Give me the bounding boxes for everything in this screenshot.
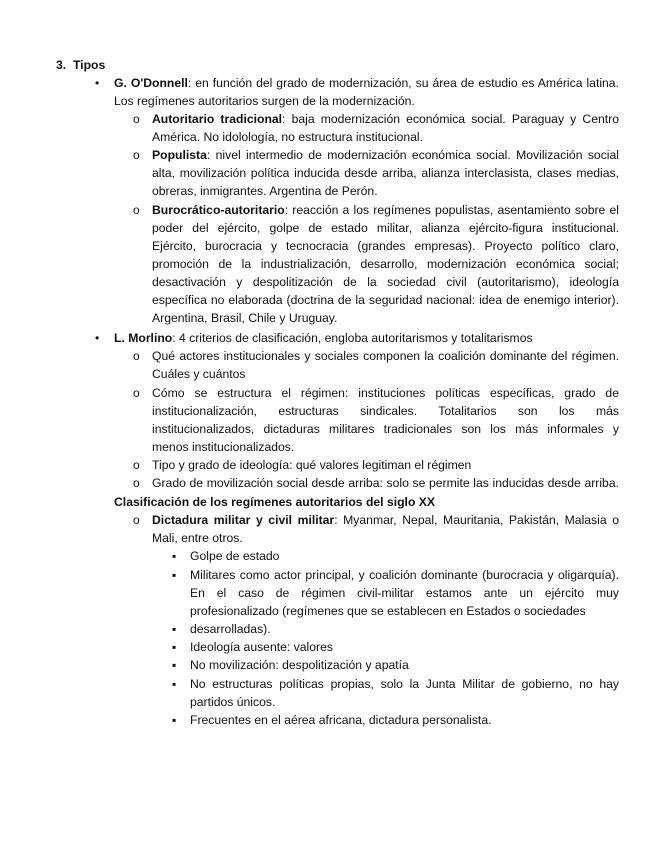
square-marker: ▪: [172, 677, 177, 691]
bullet-marker: •: [95, 76, 100, 90]
subitem-golpe: Golpe de estado: [190, 549, 280, 563]
type-populista-line2: alta, movilización política inducida desde arriba, alianza interclasista, clases medias,: [152, 166, 619, 180]
subitem-movilizacion: No movilización: despolitización y apatía: [190, 658, 409, 672]
subitem-estructuras-line2: partidos únicos.: [190, 695, 276, 709]
circle-marker: o: [133, 513, 140, 527]
classification-heading: Clasificación de los regímenes autoritarios del siglo XX: [114, 495, 436, 509]
subitem-frecuentes: Frecuentes en el aérea africana, dictadura personalista.: [190, 713, 492, 727]
section-number: 3.: [56, 58, 67, 72]
criterion-4-line1: Grado de movilización social desde arriba: solo se permite las inducidas desde arriba.: [152, 476, 619, 490]
type-burocratico-line4: promoción de la industrialización, desarrollo, modernización económica social;: [152, 257, 619, 271]
type-burocratico-line2: poder del ejército, golpe de estado militar, alianza ejército-figura institucional.: [152, 221, 619, 235]
bullet-marker: •: [95, 331, 100, 345]
criterion-1-line1: Qué actores institucionales y sociales componen la coalición dominante del régimen.: [152, 349, 619, 363]
criterion-2-line2: institucionalización, estructuras sindicales. Totalitarios son los más: [152, 404, 619, 418]
type-autoritario-line1: Autoritario tradicional: baja modernización económica social. Paraguay y Centro: [152, 112, 619, 126]
type-name: Burocrático-autoritario: [152, 203, 285, 217]
dictadura-name: Dictadura militar y civil militar: [152, 513, 335, 527]
circle-marker: o: [133, 386, 140, 400]
type-name: Autoritario tradicional: [152, 112, 283, 126]
type-name: Populista: [152, 148, 207, 162]
subitem-militares-line1: Militares como actor principal, y coalición dominante (burocracia y oligarquía).: [190, 568, 619, 582]
criterion-1-line2: Cuáles y cuántos: [152, 367, 246, 381]
type-burocratico-line1: Burocrático-autoritario: reacción a los regímenes populistas, asentamiento sobre el: [152, 203, 619, 217]
square-marker: ▪: [172, 713, 177, 727]
morlino-intro: L. Morlino: 4 criterios de clasificación, engloba autoritarismos y totalitarismos: [114, 331, 533, 345]
section-heading: [56, 56, 105, 74]
type-autoritario-line2: América. No idolología, no estructura institucional.: [152, 130, 423, 144]
type-burocratico-line3: Ejército, burocracia y tecnocracia (grandes empresas). Proyecto político claro,: [152, 239, 619, 253]
morlino-name: L. Morlino: [114, 331, 173, 345]
square-marker: ▪: [172, 658, 177, 672]
circle-marker: o: [133, 112, 140, 126]
dictadura-line2: Mali, entre otros.: [152, 531, 243, 545]
circle-marker: o: [133, 349, 140, 363]
circle-marker: o: [133, 203, 140, 217]
square-marker: ▪: [172, 568, 177, 582]
odonnell-intro-line2: Los regímenes autoritarios surgen de la modernización.: [114, 94, 415, 108]
odonnell-name: G. O'Donnell: [114, 76, 188, 90]
dictadura-line1: Dictadura militar y civil militar: Myanmar, Nepal, Mauritania, Pakistán, Malasia o: [152, 513, 619, 527]
subitem-ideologia: Ideología ausente: valores: [190, 640, 333, 654]
square-marker: ▪: [172, 640, 177, 654]
odonnell-intro: G. O'Donnell: en función del grado de modernización, su área de estudio es América latina.: [114, 76, 619, 90]
type-burocratico-line5: desactivación y despolitización de la sociedad civil (autoritarismo), ideología: [152, 275, 619, 289]
type-burocratico-line7: Argentina, Brasil, Chile y Uruguay.: [152, 311, 338, 325]
type-populista-line1: Populista: nivel intermedio de modernización económica social. Movilización social: [152, 148, 619, 162]
square-marker: ▪: [172, 622, 177, 636]
criterion-2-line1: Cómo se estructura el régimen: instituciones políticas específicas, grado de: [152, 386, 619, 400]
subitem-militares-line3: profesionalizado (regímenes que se establecen en Estados o sociedades: [190, 604, 586, 618]
criterion-2-line3: institucionalizados, dictaduras militares tradicionales son los más informales y: [152, 422, 619, 436]
subitem-militares-line2: En el caso de régimen civil-militar estamos ante un ejército muy: [190, 586, 619, 600]
circle-marker: o: [133, 458, 140, 472]
subitem-estructuras-line1: No estructuras políticas propias, solo la Junta Militar de gobierno, no hay: [190, 677, 619, 691]
type-populista-line3: obreras, inmigrantes. Argentina de Perón.: [152, 184, 378, 198]
type-burocratico-line6: específica no elaborada (doctrina de la seguridad nacional: idea de enemigo interior).: [152, 293, 619, 307]
circle-marker: o: [133, 476, 140, 490]
section-title: Tipos: [72, 58, 106, 72]
criterion-3-line1: Tipo y grado de ideología: qué valores legitiman el régimen: [152, 458, 472, 472]
subitem-desarrolladas: desarrolladas).: [190, 622, 271, 636]
square-marker: ▪: [172, 549, 177, 563]
circle-marker: o: [133, 148, 140, 162]
criterion-2-line4: menos institucionalizados.: [152, 440, 295, 454]
